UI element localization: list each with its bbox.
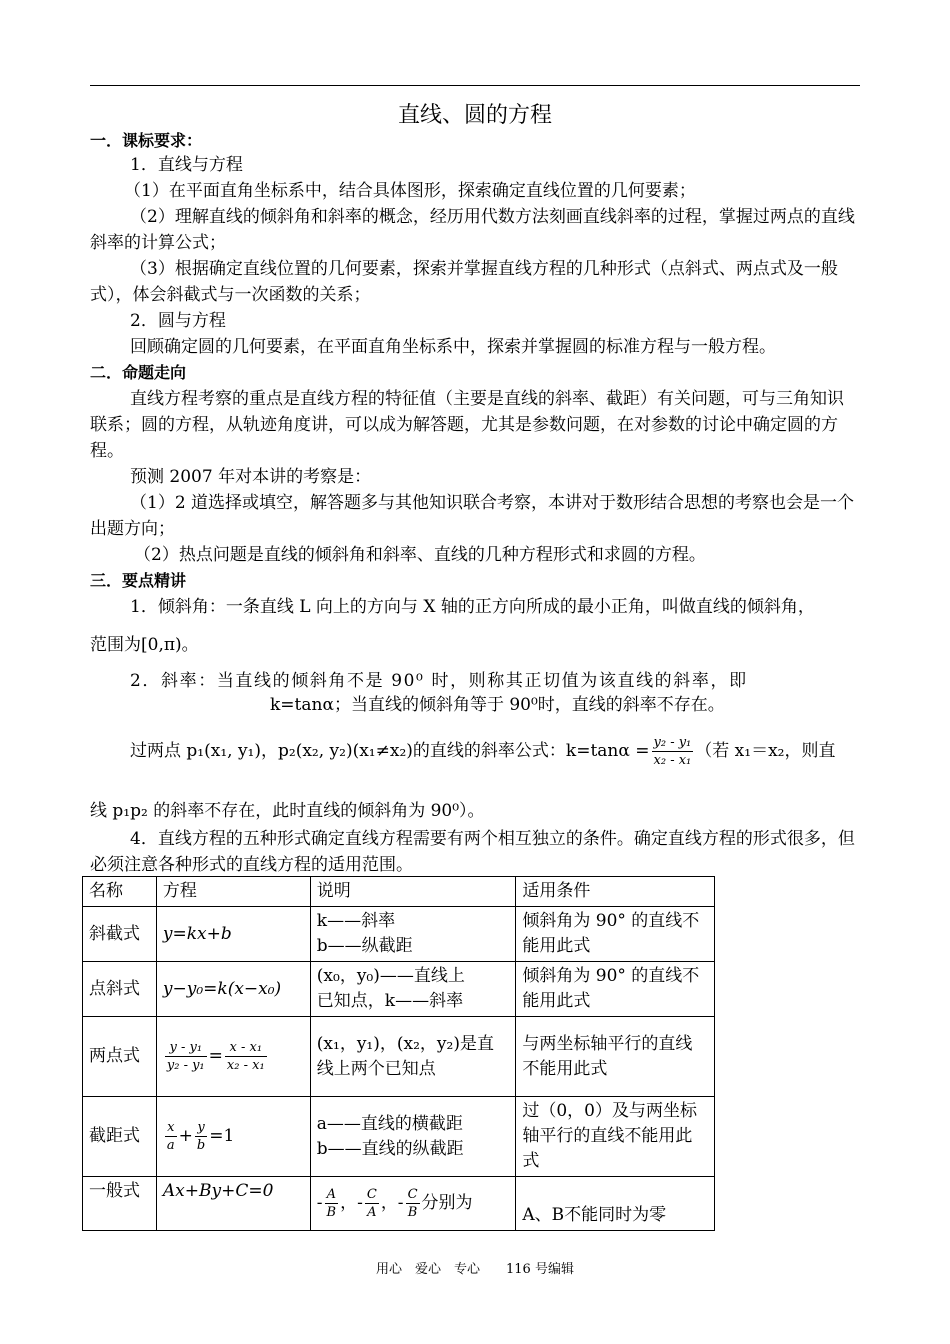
fraction-numerator: x - x₁ — [225, 1039, 267, 1057]
table-header-cell: 方程 — [156, 877, 310, 907]
section-3-heading: 三．要点精讲 — [90, 571, 187, 590]
equation-fraction — [165, 1039, 207, 1074]
s3-p1b: 范围为[0,π)。 — [90, 635, 199, 655]
s1-item1: 1．直线与方程 — [130, 155, 243, 175]
equation-fraction — [325, 1186, 339, 1221]
form-equation-cell: $\frac{x}{a}$ + $\frac{y}{b}$ =1 — [156, 1097, 310, 1177]
equation-fraction — [406, 1186, 420, 1221]
form-description-cell — [310, 962, 516, 1017]
fraction-denominator: B — [326, 1205, 337, 1220]
form-name-cell: 点斜式 — [83, 962, 157, 1017]
page-footer: 用心 爱心 专心 116 号编辑 — [376, 1262, 574, 1277]
form-equation-cell: y=kx+b — [156, 907, 310, 962]
description-tail: 分别为 — [421, 1193, 473, 1213]
fraction-denominator: a — [166, 1138, 175, 1153]
s3-p1a: 1．倾斜角：一条直线 L 向上的方向与 X 轴的正方向所成的最小正角，叫做直线的倾斜角， — [130, 597, 815, 617]
description-line: b——直线的纵截距 — [316, 1138, 464, 1159]
equation-fraction — [165, 1119, 177, 1154]
fraction-numerator: y - y₁ — [165, 1039, 207, 1057]
table-header-row — [83, 877, 715, 907]
fraction-numerator: A — [325, 1186, 339, 1204]
equation-fraction — [365, 1186, 379, 1221]
fraction-denominator: b — [196, 1138, 206, 1153]
description-line: (x₀，y₀)——直线上 — [316, 966, 465, 986]
s1-p1: （1）在平面直角坐标系中，结合具体图形，探索确定直线位置的几何要素； — [124, 181, 696, 201]
form-name-cell: 两点式 — [83, 1017, 157, 1097]
s2-p2: 预测 2007 年对本讲的考察是： — [130, 467, 372, 487]
s1-p4: 回顾确定圆的几何要素，在平面直角坐标系中，探索并掌握圆的标准方程与一般方程。 — [130, 337, 776, 357]
line-equation-forms-table — [82, 876, 715, 1231]
form-equation-cell: $\frac{\text{y - y₁}}{\text{y₂ - y₁}}$ = $\frac{\text{x - x₁}}{\text{x₂ - x₁}}$ — [156, 1017, 310, 1097]
form-equation-cell: Ax+By+C=0 — [156, 1177, 310, 1231]
s3-p3c: 线 p₁p₂ 的斜率不存在，此时直线的倾斜角为 90⁰）。 — [90, 801, 485, 821]
description-line: 已知点，k——斜率 — [316, 991, 464, 1011]
s2-p4: （2）热点问题是直线的倾斜角和斜率、直线的几种方程形式和求圆的方程。 — [134, 545, 706, 565]
fraction-denominator: x₂ - x₁ — [226, 1058, 265, 1073]
slope-denominator: x₂ - x₁ — [653, 753, 692, 768]
fraction-numerator: y — [195, 1119, 207, 1137]
form-condition-cell: A、B不能同时为零 — [516, 1177, 715, 1231]
form-name-cell: 截距式 — [83, 1097, 157, 1177]
s3-p4: 4．直线方程的五种形式确定直线方程需要有两个相互独立的条件。确定直线方程的形式很多，但必须注意各种形式的直线方程的适用范围。 — [90, 829, 855, 875]
header-rule — [90, 85, 860, 86]
form-condition-cell: 倾斜角为 90° 的直线不能用此式 — [516, 907, 715, 962]
description-line: a——直线的横截距 — [316, 1113, 463, 1134]
equation-fraction — [225, 1039, 267, 1074]
s1-p3: （3）根据确定直线位置的几何要素，探索并掌握直线方程的几种形式（点斜式、两点式及一般式），体会斜截式与一次函数的关系； — [90, 259, 838, 305]
form-name-cell: 斜截式 — [83, 907, 157, 962]
fraction-numerator: x — [165, 1119, 177, 1137]
form-description-cell: - $\frac{A}{B}$ ，- $\frac{C}{A}$ ，- $\frac{C}{B}$ 分别为 — [310, 1177, 516, 1231]
s3-p3 — [90, 734, 900, 769]
form-description-cell — [310, 1017, 516, 1097]
slope-fraction — [652, 734, 694, 769]
slope-condition-text: （若 x₁＝x₂，则直 — [695, 741, 836, 761]
section-2-heading: 二．命题走向 — [90, 363, 187, 382]
fraction-numerator: C — [366, 1187, 377, 1202]
s1-item2: 2．圆与方程 — [130, 311, 226, 331]
s1-p2: （2）理解直线的倾斜角和斜率的概念，经历用代数方法刻画直线斜率的过程，掌握过两点的直线斜率的计算公式； — [90, 207, 855, 253]
description-line: (x₁，y₁)，(x₂，y₂)是直 — [316, 1033, 494, 1054]
fraction-numerator: C — [407, 1187, 418, 1202]
table-row — [83, 1097, 715, 1177]
table-header-cell: 说明 — [310, 877, 516, 907]
form-condition-cell: 倾斜角为 90° 的直线不能用此式 — [516, 962, 715, 1017]
description-line: 线上两个已知点 — [316, 1058, 436, 1079]
form-condition-cell: 过（0，0）及与两坐标轴平行的直线不能用此式 — [516, 1097, 715, 1177]
description-line: k——斜率 — [316, 911, 396, 931]
form-description-cell — [310, 1097, 516, 1177]
table-row — [83, 962, 715, 1017]
s2-p3: （1）2 道选择或填空，解答题多与其他知识联合考察，本讲对于数形结合思想的考察也会是一个出题方向； — [90, 493, 855, 539]
s3-p2a: 2．斜率：当直线的倾斜角不是 90⁰ 时，则称其正切值为该直线的斜率，即 — [130, 671, 748, 691]
equation-fraction — [195, 1119, 207, 1154]
section-1-heading: 一．课标要求： — [90, 131, 203, 150]
equation-tail: =1 — [209, 1126, 235, 1146]
table-row — [83, 907, 715, 962]
form-name-cell: 一般式 — [83, 1177, 157, 1231]
fraction-denominator: y₂ - y₁ — [166, 1058, 205, 1073]
form-description-cell — [310, 907, 516, 962]
slope-numerator: y₂ - y₁ — [653, 735, 692, 750]
s2-p1: 直线方程考察的重点是直线方程的特征值（主要是直线的斜率、截距）有关问题，可与三角知识联系；圆的方程，从轨迹角度讲，可以成为解答题，尤其是参数问题，在对参数的讨论中确定圆的方程。 — [90, 389, 844, 461]
table-header-cell: 适用条件 — [516, 877, 715, 907]
table-row — [83, 1177, 715, 1231]
description-line: b——纵截距 — [316, 936, 413, 956]
table-header-cell: 名称 — [83, 877, 157, 907]
form-condition-cell: 与两坐标轴平行的直线不能用此式 — [516, 1017, 715, 1097]
fraction-denominator: A — [367, 1205, 377, 1220]
form-equation-cell: y−y₀=k(x−x₀) — [156, 962, 310, 1017]
fraction-denominator: B — [407, 1205, 418, 1220]
s3-p2b: k=tanα；当直线的倾斜角等于 90⁰时，直线的斜率不存在。 — [270, 695, 725, 715]
slope-formula-text: 过两点 p₁(x₁, y₁)，p₂(x₂, y₂)(x₁≠x₂)的直线的斜率公式：k=tanα = — [130, 741, 650, 761]
page-title: 直线、圆的方程 — [397, 103, 552, 128]
table-row — [83, 1017, 715, 1097]
